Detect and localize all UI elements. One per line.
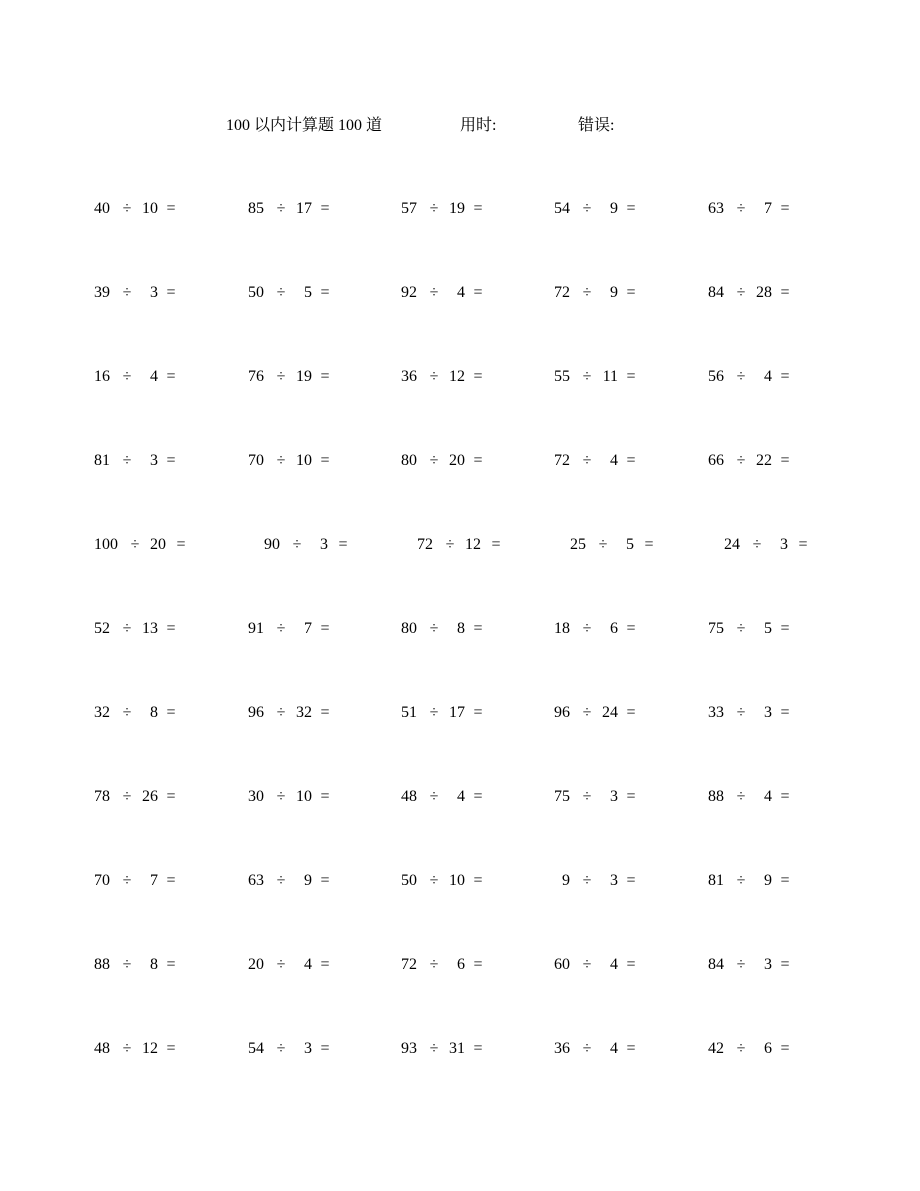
division-sign: ÷ bbox=[752, 536, 762, 553]
equals-sign: = bbox=[780, 788, 790, 805]
equals-sign: = bbox=[626, 872, 636, 889]
equals-sign: = bbox=[491, 536, 501, 553]
divisor: 9 bbox=[610, 284, 618, 301]
equals-sign: = bbox=[644, 536, 654, 553]
dividend: 60 bbox=[554, 956, 570, 973]
divisor: 10 bbox=[142, 200, 158, 217]
equals-sign: = bbox=[320, 452, 330, 469]
division-sign: ÷ bbox=[582, 620, 592, 637]
dividend: 48 bbox=[401, 788, 417, 805]
dividend: 54 bbox=[554, 200, 570, 217]
dividend: 88 bbox=[708, 788, 724, 805]
equals-sign: = bbox=[780, 284, 790, 301]
equals-sign: = bbox=[320, 284, 330, 301]
divisor: 17 bbox=[449, 704, 465, 721]
dividend: 16 bbox=[94, 368, 110, 385]
equals-sign: = bbox=[473, 284, 483, 301]
divisor: 32 bbox=[296, 704, 312, 721]
dividend: 75 bbox=[708, 620, 724, 637]
equals-sign: = bbox=[780, 200, 790, 217]
equals-sign: = bbox=[626, 956, 636, 973]
dividend: 36 bbox=[401, 368, 417, 385]
division-sign: ÷ bbox=[276, 200, 286, 217]
division-sign: ÷ bbox=[598, 536, 608, 553]
division-sign: ÷ bbox=[122, 872, 132, 889]
dividend: 51 bbox=[401, 704, 417, 721]
equals-sign: = bbox=[320, 620, 330, 637]
divisor: 5 bbox=[304, 284, 312, 301]
divisor: 4 bbox=[304, 956, 312, 973]
equals-sign: = bbox=[780, 452, 790, 469]
divisor: 4 bbox=[610, 956, 618, 973]
dividend: 50 bbox=[248, 284, 264, 301]
dividend: 91 bbox=[248, 620, 264, 637]
equals-sign: = bbox=[780, 872, 790, 889]
equals-sign: = bbox=[166, 368, 176, 385]
equals-sign: = bbox=[320, 704, 330, 721]
equals-sign: = bbox=[473, 200, 483, 217]
dividend: 63 bbox=[248, 872, 264, 889]
divisor: 12 bbox=[142, 1040, 158, 1057]
dividend: 40 bbox=[94, 200, 110, 217]
worksheet-title: 100 以内计算题 100 道 bbox=[226, 117, 383, 134]
division-sign: ÷ bbox=[582, 200, 592, 217]
divisor: 10 bbox=[296, 788, 312, 805]
divisor: 3 bbox=[610, 788, 618, 805]
equals-sign: = bbox=[473, 368, 483, 385]
division-sign: ÷ bbox=[429, 200, 439, 217]
dividend: 70 bbox=[248, 452, 264, 469]
divisor: 28 bbox=[756, 284, 772, 301]
division-sign: ÷ bbox=[130, 536, 140, 553]
division-sign: ÷ bbox=[582, 788, 592, 805]
dividend: 36 bbox=[554, 1040, 570, 1057]
divisor: 26 bbox=[142, 788, 158, 805]
divisor: 31 bbox=[449, 1040, 465, 1057]
equals-sign: = bbox=[166, 788, 176, 805]
dividend: 78 bbox=[94, 788, 110, 805]
division-sign: ÷ bbox=[429, 788, 439, 805]
equals-sign: = bbox=[780, 704, 790, 721]
division-sign: ÷ bbox=[276, 1040, 286, 1057]
divisor: 3 bbox=[150, 452, 158, 469]
dividend: 76 bbox=[248, 368, 264, 385]
equals-sign: = bbox=[798, 536, 808, 553]
division-sign: ÷ bbox=[122, 620, 132, 637]
equals-sign: = bbox=[780, 956, 790, 973]
division-sign: ÷ bbox=[276, 704, 286, 721]
divisor: 7 bbox=[764, 200, 772, 217]
equals-sign: = bbox=[166, 452, 176, 469]
dividend: 96 bbox=[554, 704, 570, 721]
division-sign: ÷ bbox=[122, 956, 132, 973]
equals-sign: = bbox=[473, 620, 483, 637]
dividend: 33 bbox=[708, 704, 724, 721]
dividend: 70 bbox=[94, 872, 110, 889]
divisor: 19 bbox=[296, 368, 312, 385]
division-sign: ÷ bbox=[582, 872, 592, 889]
dividend: 80 bbox=[401, 620, 417, 637]
divisor: 24 bbox=[602, 704, 618, 721]
dividend: 39 bbox=[94, 284, 110, 301]
division-sign: ÷ bbox=[122, 704, 132, 721]
division-sign: ÷ bbox=[736, 200, 746, 217]
equals-sign: = bbox=[626, 368, 636, 385]
equals-sign: = bbox=[166, 704, 176, 721]
division-sign: ÷ bbox=[122, 788, 132, 805]
division-sign: ÷ bbox=[122, 452, 132, 469]
division-sign: ÷ bbox=[276, 620, 286, 637]
dividend: 24 bbox=[724, 536, 740, 553]
division-sign: ÷ bbox=[429, 704, 439, 721]
divisor: 6 bbox=[764, 1040, 772, 1057]
divisor: 4 bbox=[610, 452, 618, 469]
division-sign: ÷ bbox=[122, 1040, 132, 1057]
divisor: 12 bbox=[449, 368, 465, 385]
dividend: 93 bbox=[401, 1040, 417, 1057]
error-count-label: 错误: bbox=[578, 117, 615, 134]
equals-sign: = bbox=[166, 284, 176, 301]
division-sign: ÷ bbox=[429, 1040, 439, 1057]
equals-sign: = bbox=[626, 788, 636, 805]
equals-sign: = bbox=[626, 452, 636, 469]
dividend: 72 bbox=[401, 956, 417, 973]
divisor: 4 bbox=[150, 368, 158, 385]
division-sign: ÷ bbox=[736, 1040, 746, 1057]
division-sign: ÷ bbox=[276, 368, 286, 385]
equals-sign: = bbox=[320, 368, 330, 385]
division-sign: ÷ bbox=[429, 368, 439, 385]
division-sign: ÷ bbox=[582, 1040, 592, 1057]
dividend: 57 bbox=[401, 200, 417, 217]
dividend: 84 bbox=[708, 284, 724, 301]
division-sign: ÷ bbox=[736, 368, 746, 385]
dividend: 48 bbox=[94, 1040, 110, 1057]
division-sign: ÷ bbox=[736, 620, 746, 637]
divisor: 9 bbox=[304, 872, 312, 889]
dividend: 63 bbox=[708, 200, 724, 217]
divisor: 7 bbox=[150, 872, 158, 889]
equals-sign: = bbox=[473, 1040, 483, 1057]
dividend: 72 bbox=[417, 536, 433, 553]
equals-sign: = bbox=[626, 1040, 636, 1057]
divisor: 3 bbox=[780, 536, 788, 553]
equals-sign: = bbox=[626, 704, 636, 721]
equals-sign: = bbox=[320, 872, 330, 889]
equals-sign: = bbox=[320, 788, 330, 805]
divisor: 12 bbox=[465, 536, 481, 553]
equals-sign: = bbox=[166, 620, 176, 637]
equals-sign: = bbox=[166, 956, 176, 973]
divisor: 19 bbox=[449, 200, 465, 217]
equals-sign: = bbox=[626, 284, 636, 301]
divisor: 5 bbox=[764, 620, 772, 637]
dividend: 75 bbox=[554, 788, 570, 805]
equals-sign: = bbox=[780, 620, 790, 637]
divisor: 3 bbox=[764, 956, 772, 973]
equals-sign: = bbox=[473, 452, 483, 469]
divisor: 6 bbox=[610, 620, 618, 637]
division-sign: ÷ bbox=[582, 368, 592, 385]
division-sign: ÷ bbox=[276, 872, 286, 889]
division-sign: ÷ bbox=[582, 452, 592, 469]
division-sign: ÷ bbox=[445, 536, 455, 553]
dividend: 85 bbox=[248, 200, 264, 217]
dividend: 81 bbox=[708, 872, 724, 889]
divisor: 4 bbox=[764, 788, 772, 805]
divisor: 6 bbox=[457, 956, 465, 973]
equals-sign: = bbox=[780, 368, 790, 385]
equals-sign: = bbox=[320, 1040, 330, 1057]
dividend: 56 bbox=[708, 368, 724, 385]
divisor: 10 bbox=[449, 872, 465, 889]
dividend: 72 bbox=[554, 452, 570, 469]
dividend: 88 bbox=[94, 956, 110, 973]
divisor: 8 bbox=[150, 704, 158, 721]
division-sign: ÷ bbox=[582, 704, 592, 721]
divisor: 8 bbox=[457, 620, 465, 637]
dividend: 52 bbox=[94, 620, 110, 637]
division-sign: ÷ bbox=[736, 872, 746, 889]
divisor: 3 bbox=[150, 284, 158, 301]
division-sign: ÷ bbox=[276, 956, 286, 973]
dividend: 66 bbox=[708, 452, 724, 469]
divisor: 10 bbox=[296, 452, 312, 469]
division-sign: ÷ bbox=[429, 620, 439, 637]
division-sign: ÷ bbox=[736, 956, 746, 973]
division-sign: ÷ bbox=[736, 452, 746, 469]
equals-sign: = bbox=[320, 956, 330, 973]
division-sign: ÷ bbox=[122, 284, 132, 301]
division-sign: ÷ bbox=[292, 536, 302, 553]
division-sign: ÷ bbox=[429, 284, 439, 301]
divisor: 20 bbox=[150, 536, 166, 553]
division-sign: ÷ bbox=[276, 788, 286, 805]
divisor: 22 bbox=[756, 452, 772, 469]
equals-sign: = bbox=[473, 872, 483, 889]
division-sign: ÷ bbox=[429, 452, 439, 469]
division-sign: ÷ bbox=[429, 872, 439, 889]
dividend: 42 bbox=[708, 1040, 724, 1057]
divisor: 4 bbox=[610, 1040, 618, 1057]
dividend: 84 bbox=[708, 956, 724, 973]
divisor: 11 bbox=[602, 368, 618, 385]
divisor: 5 bbox=[626, 536, 634, 553]
equals-sign: = bbox=[473, 956, 483, 973]
dividend: 100 bbox=[94, 536, 118, 553]
equals-sign: = bbox=[473, 704, 483, 721]
dividend: 55 bbox=[554, 368, 570, 385]
divisor: 17 bbox=[296, 200, 312, 217]
equals-sign: = bbox=[780, 1040, 790, 1057]
dividend: 72 bbox=[554, 284, 570, 301]
equals-sign: = bbox=[166, 872, 176, 889]
division-sign: ÷ bbox=[582, 284, 592, 301]
divisor: 7 bbox=[304, 620, 312, 637]
division-sign: ÷ bbox=[736, 704, 746, 721]
dividend: 54 bbox=[248, 1040, 264, 1057]
divisor: 3 bbox=[304, 1040, 312, 1057]
dividend: 30 bbox=[248, 788, 264, 805]
division-sign: ÷ bbox=[429, 956, 439, 973]
equals-sign: = bbox=[166, 1040, 176, 1057]
dividend: 90 bbox=[264, 536, 280, 553]
dividend: 25 bbox=[570, 536, 586, 553]
division-sign: ÷ bbox=[122, 200, 132, 217]
division-sign: ÷ bbox=[122, 368, 132, 385]
division-sign: ÷ bbox=[736, 788, 746, 805]
divisor: 20 bbox=[449, 452, 465, 469]
equals-sign: = bbox=[473, 788, 483, 805]
equals-sign: = bbox=[338, 536, 348, 553]
dividend: 9 bbox=[562, 872, 570, 889]
division-sign: ÷ bbox=[276, 284, 286, 301]
divisor: 3 bbox=[610, 872, 618, 889]
division-sign: ÷ bbox=[276, 452, 286, 469]
equals-sign: = bbox=[626, 200, 636, 217]
dividend: 20 bbox=[248, 956, 264, 973]
dividend: 92 bbox=[401, 284, 417, 301]
divisor: 9 bbox=[610, 200, 618, 217]
time-used-label: 用时: bbox=[460, 117, 497, 134]
equals-sign: = bbox=[176, 536, 186, 553]
divisor: 8 bbox=[150, 956, 158, 973]
divisor: 4 bbox=[457, 284, 465, 301]
dividend: 32 bbox=[94, 704, 110, 721]
division-sign: ÷ bbox=[736, 284, 746, 301]
equals-sign: = bbox=[626, 620, 636, 637]
dividend: 96 bbox=[248, 704, 264, 721]
divisor: 9 bbox=[764, 872, 772, 889]
divisor: 3 bbox=[764, 704, 772, 721]
equals-sign: = bbox=[320, 200, 330, 217]
dividend: 18 bbox=[554, 620, 570, 637]
divisor: 3 bbox=[320, 536, 328, 553]
divisor: 4 bbox=[457, 788, 465, 805]
equals-sign: = bbox=[166, 200, 176, 217]
dividend: 50 bbox=[401, 872, 417, 889]
division-sign: ÷ bbox=[582, 956, 592, 973]
divisor: 4 bbox=[764, 368, 772, 385]
dividend: 80 bbox=[401, 452, 417, 469]
dividend: 81 bbox=[94, 452, 110, 469]
divisor: 13 bbox=[142, 620, 158, 637]
